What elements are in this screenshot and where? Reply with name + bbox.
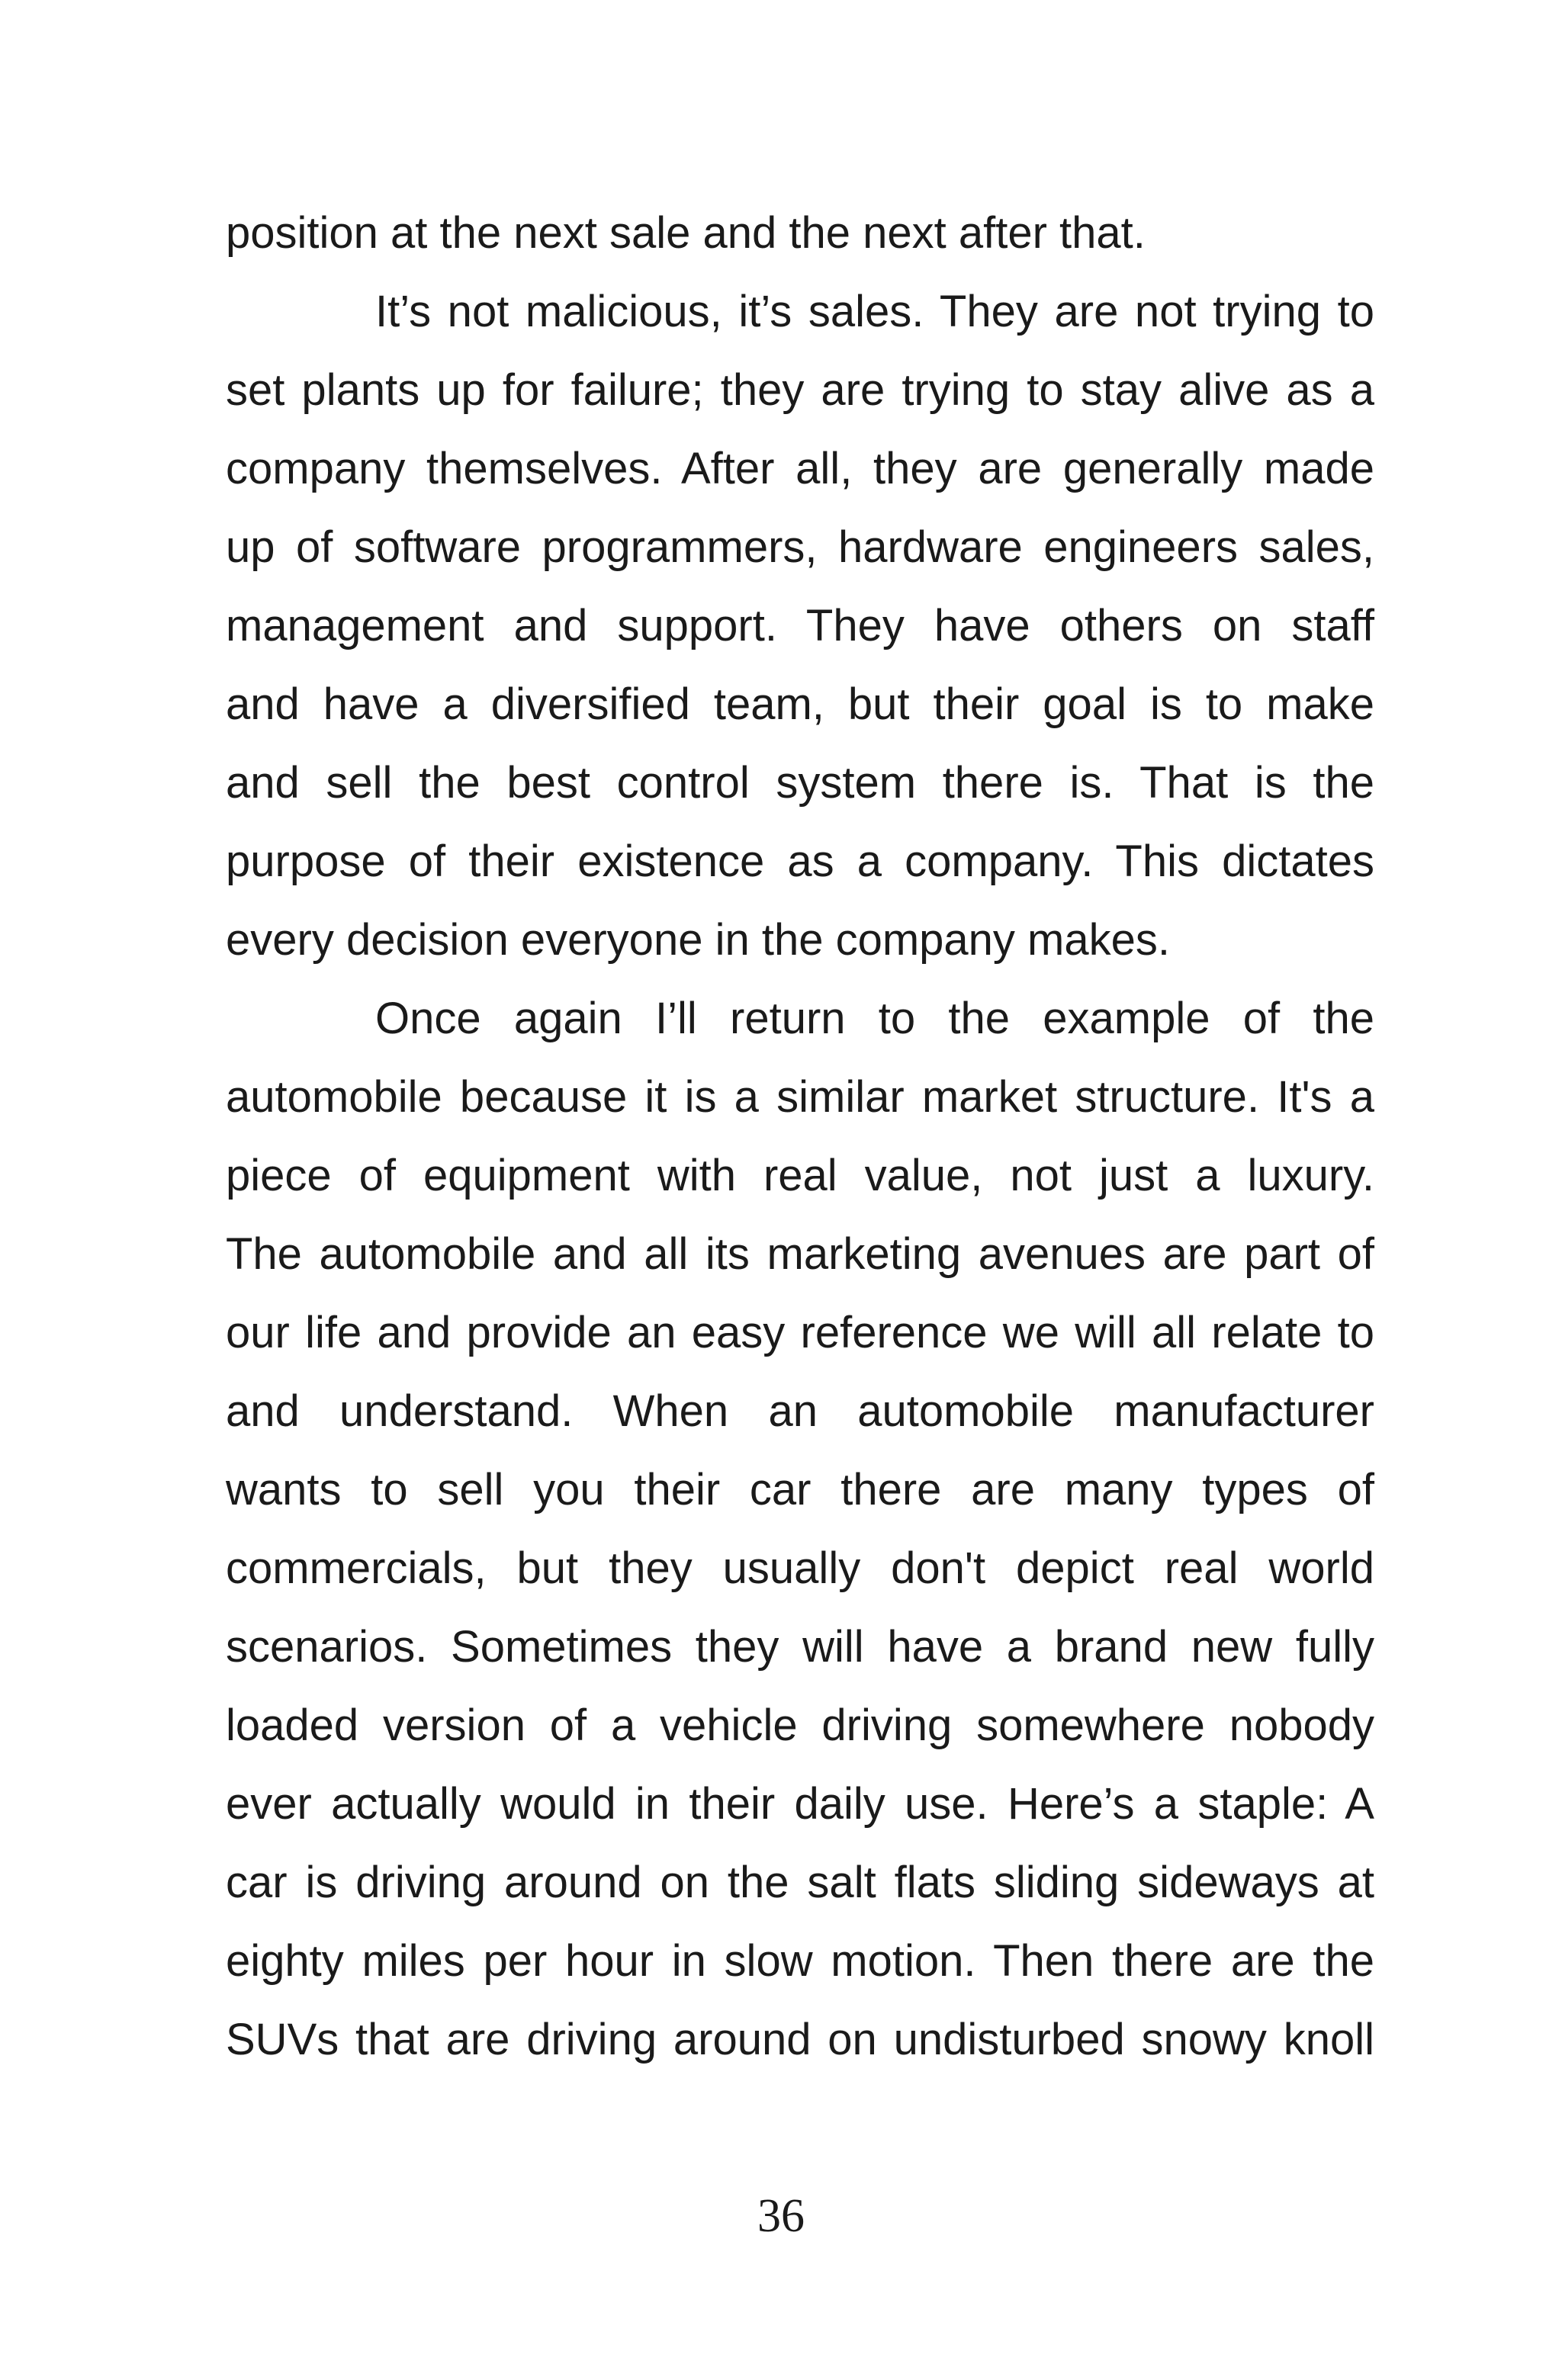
- page-number: 36: [757, 2190, 805, 2242]
- text-line: up of software programmers, hardware engineers sales,: [226, 522, 1374, 572]
- text-line: and sell the best control system there is. That is the: [226, 758, 1374, 808]
- text-line: wants to sell you their car there are many types of: [226, 1465, 1374, 1514]
- text-line: The automobile and all its marketing avenues are part of: [226, 1229, 1374, 1279]
- text-line: purpose of their existence as a company. This dictates: [226, 837, 1374, 886]
- text-line: eighty miles per hour in slow motion. Then there are the: [226, 1936, 1374, 1986]
- text-line: piece of equipment with real value, not just a luxury.: [226, 1151, 1374, 1200]
- text-line: SUVs that are driving around on undisturbed snowy knoll: [226, 2015, 1374, 2064]
- text-line: company themselves. After all, they are generally made: [226, 444, 1374, 493]
- text-line: management and support. They have others on staff: [226, 601, 1374, 650]
- text-line: It’s not malicious, it’s sales. They are not trying to: [375, 287, 1374, 336]
- text-line: car is driving around on the salt flats sliding sideways at: [226, 1858, 1374, 1907]
- text-line: automobile because it is a similar market structure. It's a: [226, 1072, 1374, 1122]
- text-line: Once again I’ll return to the example of the: [375, 994, 1374, 1043]
- text-line: loaded version of a vehicle driving somewhere nobody: [226, 1701, 1374, 1750]
- text-line: every decision everyone in the company makes.: [226, 915, 1170, 965]
- text-line: commercials, but they usually don't depict real world: [226, 1543, 1374, 1593]
- body-text: [226, 194, 1374, 2079]
- text-line: ever actually would in their daily use. Here’s a staple: A: [226, 1779, 1374, 1829]
- text-line: position at the next sale and the next after that.: [226, 208, 1146, 258]
- text-line: set plants up for failure; they are trying to stay alive as a: [226, 365, 1374, 415]
- text-line: and have a diversified team, but their goal is to make: [226, 679, 1374, 729]
- text-line: scenarios. Sometimes they will have a brand new fully: [226, 1622, 1374, 1672]
- text-line: and understand. When an automobile manufacturer: [226, 1386, 1374, 1436]
- text-line: our life and provide an easy reference we will all relate to: [226, 1308, 1374, 1357]
